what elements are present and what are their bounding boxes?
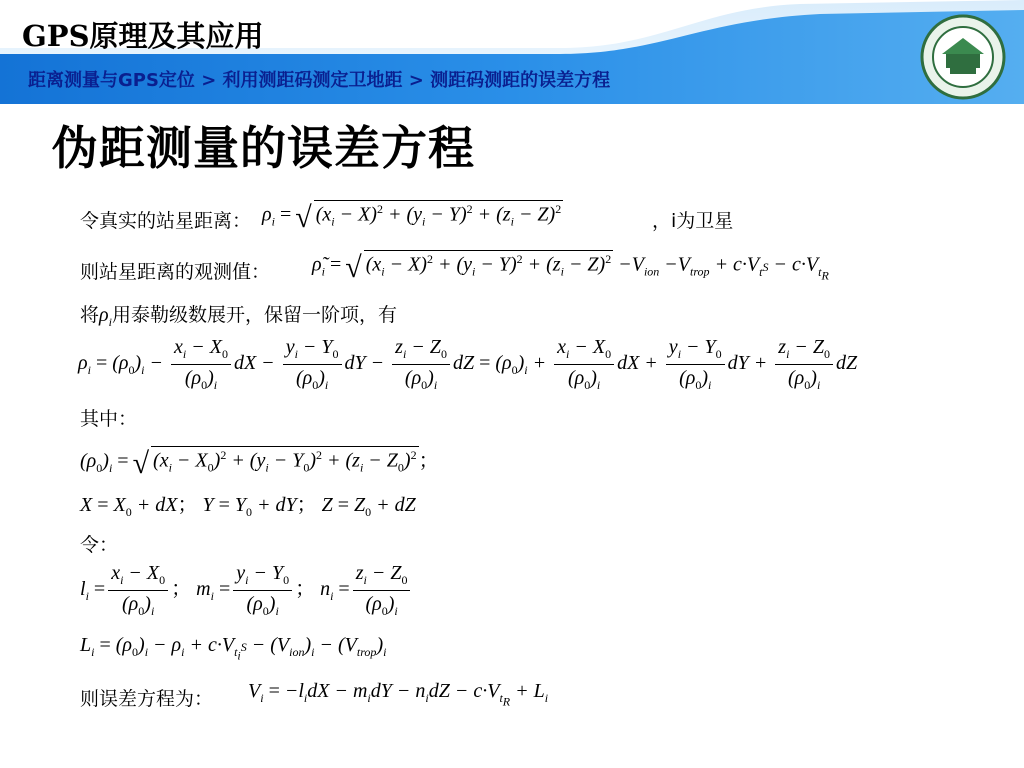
course-title: GPS原理及其应用: [22, 19, 264, 53]
equation-taylor-expansion: $\rho_i = (\rho_0)_i$ − $\frac{x_i - X_0}{(\rho_0)_i}$ dX − $\frac{y_i - Y_0}{(\rho_0)_i}$ dY − $\frac{z_i - Z_0}{(\rho_0)_i}$ dZ = $(\rho_0)_i$ + $\frac{x_i - X_0}{(\rho_0)_i}$ dX + $\frac{y_i - Y_0}{(\rho_0)_i}$ dY + $\frac{z_i - Z_0}{(\rho_0)_i}$ dZ: [78, 336, 858, 392]
slide-title: 伪距测量的误差方程: [52, 121, 475, 175]
line-taylor-text-a: 将: [80, 304, 100, 326]
breadcrumb: 距离测量与GPS定位 > 利用测距码测定卫地距 > 测距码测距的误差方程: [28, 70, 611, 91]
equation-observed-distance: $\rhõ_i$ = √ $(x_i - X)^2 + (y_i - Y)^2 + (z_i - Z)^2 -V_{ion} -V_{trop} + c\cdot V_{t^S} - c\cdot V_{t_R}$: [312, 250, 829, 284]
equation-rho0: $(\rho_0)_i$ = √ $(x_i - X_0)^2 + (y_i - Y_0)^2 + (z_i - Z_0)^2$ ；: [80, 447, 439, 480]
line-taylor-text-b: 用泰勒级数展开，保留一阶项，有: [111, 304, 397, 326]
line-observed-distance-label: 则站星距离的观测值：: [80, 261, 271, 283]
line-error-equation-label: 则误差方程为：: [80, 688, 214, 710]
line-where-label: 其中：: [80, 408, 138, 430]
line-true-distance: [80, 206, 251, 233]
line-true-distance-label: 令真实的站星距离：: [80, 210, 252, 232]
slide-header: [0, 0, 1024, 104]
university-seal-logo: [920, 14, 1006, 100]
equation-error: $V_i = -l_idX - m_idY - n_idZ - c\cdot V_{t_R} + L_i$: [248, 680, 549, 709]
equation-direction-cosines: $l_i$ = $\frac{x_i - X_0}{(\rho_0)_i}$ ； $m_i$ = $\frac{y_i - Y_0}{(\rho_0)_i}$ ； $n_i$ = $\frac{z_i - Z_0}{(\rho_0)_i}$: [80, 562, 413, 619]
equation-true-distance: $\rho_i$ = √ $(x_i - X)^2 + (y_i - Y)^2 + (z_i - Z)^2$: [262, 200, 562, 234]
line-true-distance-tail: ，i为卫星: [652, 210, 734, 232]
line-taylor-expansion: 将$\rho_i$用泰勒级数展开，保留一阶项，有: [80, 304, 397, 329]
equation-constant-term: $L_i = (\rho_0)_i - \rho_i + c\cdot V_{t_i^S} - (V_{ion})_i - (V_{trop})_i$: [80, 634, 387, 663]
line-let-label: 令：: [80, 534, 119, 556]
equation-coordinate-increments: $X = X_0$ + dX； $Y = Y_0$ + dY； $Z = Z_0$ + dZ: [80, 494, 416, 519]
